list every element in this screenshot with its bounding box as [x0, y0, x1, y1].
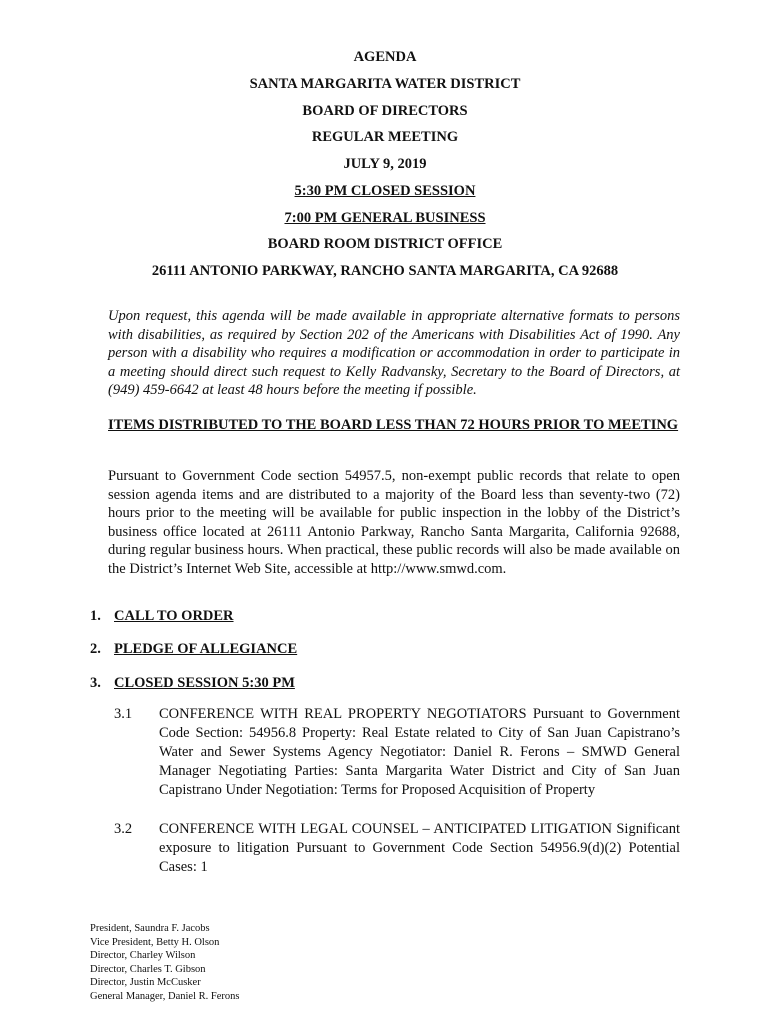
sub-item-text: CONFERENCE WITH REAL PROPERTY NEGOTIATORS Pursuant to Government Code Section: 54956.8 Property: Real Estate related to City of San Juan Capistrano’s Water and Sewer Systems Agency Negotiator: Daniel R. Ferons – SMWD General Manager Negotiating Parties: Santa Margarita Water District and City of San Juan Capistrano Under Negotiation: Terms for Proposed Acquisition of Property	[159, 706, 680, 798]
header-location: BOARD ROOM DISTRICT OFFICE	[267, 236, 503, 252]
agenda-item-number: 3.	[90, 675, 101, 691]
header-closed-session-wrap	[0, 182, 770, 200]
header-closed-session: 5:30 PM CLOSED SESSION	[294, 183, 476, 199]
agenda-item-number: 1.	[90, 608, 101, 624]
sub-item-number: 3.1	[114, 706, 133, 722]
header-agenda: AGENDA	[353, 49, 417, 65]
footer-vice-president: Vice President, Betty H. Olson	[90, 936, 220, 948]
distributed-items-heading: ITEMS DISTRIBUTED TO THE BOARD LESS THAN 72 HOURS PRIOR TO MEETING	[108, 417, 679, 433]
agenda-item-title: CALL TO ORDER	[114, 608, 234, 624]
footer-president: President, Saundra F. Jacobs	[90, 923, 210, 934]
sub-item-number: 3.2	[114, 821, 133, 837]
header-date: JULY 9, 2019	[343, 156, 427, 172]
footer-director-gibson: Director, Charles T. Gibson	[90, 963, 206, 975]
agenda-item-closed-session	[90, 674, 295, 692]
header-address: 26111 ANTONIO PARKWAY, RANCHO SANTA MARGARITA, CA 92688	[151, 263, 619, 279]
header-meeting-type: REGULAR MEETING	[311, 129, 459, 145]
footer-director-mccusker: Director, Justin McCusker	[90, 977, 201, 989]
sub-item-text: CONFERENCE WITH LEGAL COUNSEL – ANTICIPATED LITIGATION Significant exposure to litigation Pursuant to Government Code Section 54956.9(d)(2) Potential Cases: 1	[159, 821, 680, 875]
accessibility-notice: Upon request, this agenda will be made available in appropriate alternative formats to persons with disabilities, as required by Section 202 of the Americans with Disabilities Act of 1990. Any person with a disability who requires a modification or accommodation in order to participate in a meeting should direct such request to Kelly Radvansky, Secretary to the Board of Directors, at (949) 459-6642 at least 48 hours before the meeting if possible.	[108, 308, 680, 398]
footer-general-manager: General Manager, Daniel R. Ferons	[90, 990, 240, 1002]
agenda-item-pledge	[90, 640, 297, 658]
closed-session-item-3-1	[114, 705, 680, 800]
header-general-business: 7:00 PM GENERAL BUSINESS	[284, 210, 486, 226]
agenda-item-title: PLEDGE OF ALLEGIANCE	[114, 641, 298, 657]
agenda-item-number: 2.	[90, 641, 101, 657]
footer-director-wilson: Director, Charley Wilson	[90, 950, 196, 962]
header-general-business-wrap	[0, 209, 770, 227]
board-roster-footer	[90, 922, 239, 1004]
distributed-items-body: Pursuant to Government Code section 54957.5, non-exempt public records that relate to open session agenda items and are distributed to a majority of the Board less than seventy-two (72) hours prior to the meeting will be available for public inspection in the lobby of the District’s business office located at 26111 Antonio Parkway, Rancho Santa Margarita, California 92688, during regular business hours. When practical, these public records will also be made available on the District’s Internet Web Site, accessible at http://www.smwd.com.	[108, 468, 680, 577]
agenda-item-title: CLOSED SESSION 5:30 PM	[114, 675, 295, 691]
agenda-item-call-to-order	[90, 607, 234, 625]
header-board: BOARD OF DIRECTORS	[302, 103, 468, 119]
header-district: SANTA MARGARITA WATER DISTRICT	[249, 76, 521, 92]
closed-session-item-3-2	[114, 820, 680, 877]
